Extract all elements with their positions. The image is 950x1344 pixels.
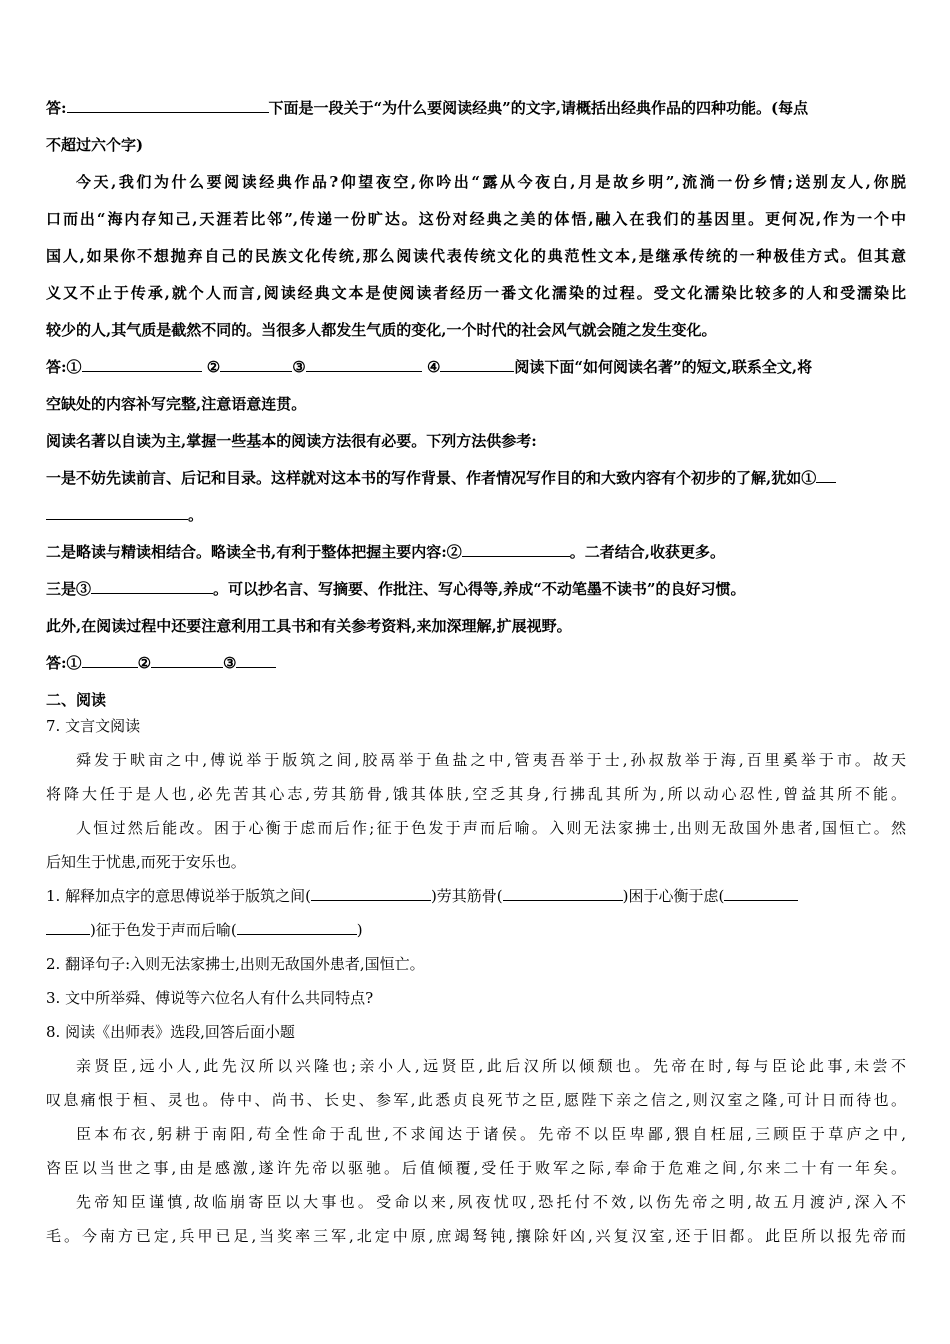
method-1-blank[interactable] bbox=[46, 505, 188, 520]
q8-passage-line: 毛。今南方已定,兵甲已足,当奖率三军,北定中原,庶竭驽钝,攘除奸凶,兴复汉室,还于旧都。此臣所以报先帝而 bbox=[46, 1227, 906, 1245]
q7-title: 7. 文言文阅读 bbox=[46, 717, 141, 735]
method-2 bbox=[46, 542, 906, 562]
answer-label: 答: bbox=[46, 99, 67, 117]
classics-answer-line bbox=[46, 357, 906, 377]
marker-3: ③ bbox=[223, 654, 237, 672]
method-3-end: 。可以抄名言、写摘要、作批注、写心得等,养成“不动笔墨不读书”的良好习惯。 bbox=[213, 580, 746, 598]
marker-3: ③ bbox=[292, 358, 306, 376]
answer-blank[interactable] bbox=[67, 98, 269, 113]
answer-blank-2[interactable] bbox=[220, 357, 292, 372]
q7-1-text-e: ) bbox=[356, 921, 363, 939]
q7-1 bbox=[46, 886, 906, 906]
answer-blank-2[interactable] bbox=[151, 653, 223, 668]
masterpieces-question-cont: 空缺处的内容补写完整,注意语意连贯。 bbox=[46, 395, 307, 413]
classics-question-cont: 不超过六个字) bbox=[46, 136, 144, 154]
answer-blank-3[interactable] bbox=[306, 357, 422, 372]
answer-blank-4[interactable] bbox=[440, 357, 514, 372]
method-2-end: 。二者结合,收获更多。 bbox=[569, 543, 725, 561]
classics-passage-line: 义又不止于传承,就个人而言,阅读经典文本是使阅读者经历一番文化濡染的过程。受文化濡染比较多的人和受濡染比 bbox=[46, 284, 906, 302]
answer-label: 答: bbox=[46, 654, 67, 672]
marker-1: ① bbox=[66, 358, 82, 376]
method-3-blank[interactable] bbox=[91, 579, 213, 594]
q7-3: 3. 文中所举舜、傅说等六位名人有什么共同特点? bbox=[46, 989, 374, 1007]
answer-blank-1[interactable] bbox=[82, 357, 202, 372]
marker-2: ② bbox=[137, 654, 152, 672]
q7-1-blank-2[interactable] bbox=[503, 886, 623, 901]
marker-1: ① bbox=[66, 654, 82, 672]
masterpieces-extra: 此外,在阅读过程中还要注意利用工具书和有关参考资料,来加深理解,扩展视野。 bbox=[46, 617, 572, 635]
method-1-text: 一是不妨先读前言、后记和目录。这样就对这本书的写作背景、作者情况写作目的和大致内容有个初步的了解,犹如① bbox=[46, 469, 817, 487]
q7-1-text-b: )劳其筋骨( bbox=[430, 887, 503, 905]
q7-passage-line: 人恒过然后能改。困于心衡于虑而后作;征于色发于声而后喻。入则无法家拂士,出则无敌国外患者,国恒亡。然 bbox=[76, 819, 906, 837]
answer-label: 答: bbox=[46, 358, 67, 376]
answer-blank-1[interactable] bbox=[82, 653, 138, 668]
q8-passage-line: 先帝知臣谨慎,故临崩寄臣以大事也。受命以来,夙夜忧叹,恐托付不效,以伤先帝之明,故五月渡泸,深入不 bbox=[76, 1193, 906, 1211]
masterpieces-intro: 阅读名著以自读为主,掌握一些基本的阅读方法很有必要。下列方法供参考: bbox=[46, 432, 537, 450]
method-2-blank[interactable] bbox=[462, 542, 570, 557]
q7-1-blank-3-cont[interactable] bbox=[46, 920, 90, 935]
q7-1-text-c: )困于心衡于虑( bbox=[622, 887, 725, 905]
method-2-text: 二是略读与精读相结合。略读全书,有利于整体把握主要内容:② bbox=[46, 543, 462, 561]
method-3 bbox=[46, 579, 906, 599]
method-1-blank-start[interactable] bbox=[816, 468, 836, 483]
q8-passage-line: 臣本布衣,躬耕于南阳,苟全性命于乱世,不求闻达于诸侯。先帝不以臣卑鄙,猥自枉屈,三顾臣于草庐之中, bbox=[76, 1125, 906, 1143]
q7-1-blank-4[interactable] bbox=[237, 920, 357, 935]
q7-passage-line: 后知生于忧患,而死于安乐也。 bbox=[46, 853, 246, 871]
q8-passage-line: 咨臣以当世之事,由是感激,遂许先帝以驱驰。后值倾覆,受任于败军之际,奉命于危难之间,尔来二十有一年矣。 bbox=[46, 1159, 906, 1177]
method-1 bbox=[46, 468, 906, 488]
q8-passage-line: 亲贤臣,远小人,此先汉所以兴隆也;亲小人,远贤臣,此后汉所以倾颓也。先帝在时,每与臣论此事,未尝不 bbox=[76, 1057, 906, 1075]
q7-1-blank-1[interactable] bbox=[311, 886, 431, 901]
classics-question-line bbox=[46, 98, 906, 118]
q7-1-cont bbox=[46, 920, 906, 940]
method-1-end: 。 bbox=[188, 506, 204, 524]
answer-blank-3[interactable] bbox=[236, 653, 276, 668]
method-1-cont bbox=[46, 505, 906, 525]
masterpieces-question: 阅读下面“如何阅读名著”的短文,联系全文,将 bbox=[514, 358, 813, 376]
q7-1-text-a: 1. 解释加点字的意思傅说举于版筑之间( bbox=[46, 887, 311, 905]
q7-passage-line: 将降大任于是人也,必先苦其心志,劳其筋骨,饿其体肤,空乏其身,行拂乱其所为,所以动心忍性,曾益其所不能。 bbox=[46, 785, 906, 803]
q7-1-blank-3[interactable] bbox=[724, 886, 798, 901]
q7-1-text-d: )征于色发于声而后喻( bbox=[90, 921, 237, 939]
classics-passage-line: 口而出“海内存知己,天涯若比邻”,传递一份旷达。这份对经典之美的体悟,融入在我们的基因里。更何况,作为一个中 bbox=[46, 210, 906, 228]
marker-4: ④ bbox=[426, 358, 441, 376]
q7-passage-line: 舜发于畎亩之中,傅说举于版筑之间,胶鬲举于鱼盐之中,管夷吾举于士,孙叔敖举于海,百里奚举于市。故天 bbox=[76, 751, 906, 769]
method-3-text: 三是③ bbox=[46, 580, 92, 598]
q7-2: 2. 翻译句子:入则无法家拂士,出则无敌国外患者,国恒亡。 bbox=[46, 955, 425, 973]
classics-question: 下面是一段关于“为什么要阅读经典”的文字,请概括出经典作品的四种功能。(每点 bbox=[268, 99, 809, 117]
masterpieces-answer-line bbox=[46, 653, 906, 673]
classics-passage-line: 较少的人,其气质是截然不同的。当很多人都发生气质的变化,一个时代的社会风气就会随之发生变化。 bbox=[46, 321, 717, 339]
q8-passage-line: 叹息痛恨于桓、灵也。侍中、尚书、长史、参军,此悉贞良死节之臣,愿陛下亲之信之,则汉室之隆,可计日而待也。 bbox=[46, 1091, 906, 1109]
classics-passage-line: 国人,如果你不想抛弃自己的民族文化传统,那么阅读代表传统文化的典范性文本,是继承传统的一种极佳方式。但其意 bbox=[46, 247, 906, 265]
section-heading: 二、阅读 bbox=[46, 691, 107, 709]
marker-2: ② bbox=[206, 358, 221, 376]
classics-passage-line: 今天,我们为什么要阅读经典作品?仰望夜空,你吟出“露从今夜白,月是故乡明”,流淌一份乡情;送别友人,你脱 bbox=[76, 173, 906, 191]
q8-title: 8. 阅读《出师表》选段,回答后面小题 bbox=[46, 1023, 295, 1041]
